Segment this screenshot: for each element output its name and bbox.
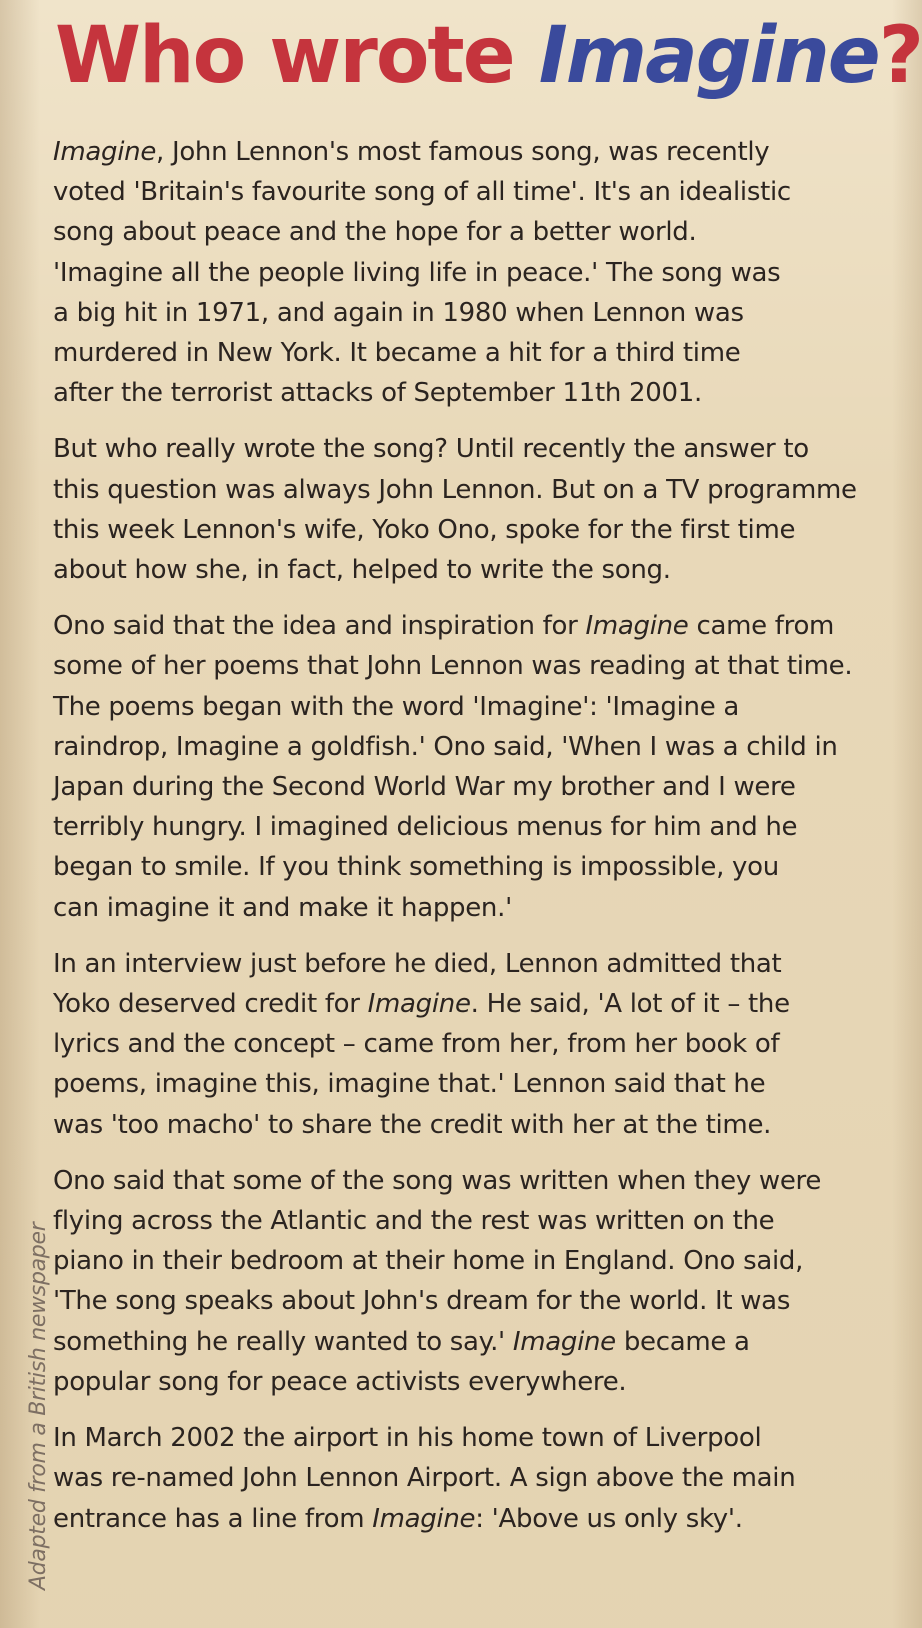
paragraph-text: : 'Above us only sky'. — [475, 1503, 743, 1534]
article-title — [55, 0, 922, 112]
paragraph-text: Ono said that the idea and inspiration for — [53, 611, 586, 642]
title-question-mark: ? — [878, 11, 922, 101]
paragraph-3 — [53, 606, 893, 928]
paragraph-text: But who really wrote the song? Until recently the answer to this question was always John Lennon. But on a TV programme this week Lennon's wife, Yoko Ono, spoke for the first time about how she, in fact, helped to write the song. — [53, 434, 857, 586]
paragraph-1 — [53, 132, 893, 413]
paragraph-text: became a popular song for peace activists everywhere. — [53, 1326, 750, 1397]
song-title-italic: Imagine — [512, 1326, 616, 1357]
paragraph-2 — [53, 429, 893, 590]
song-title-italic: Imagine — [53, 137, 157, 167]
paragraph-text: . He said, 'A lot of it – the lyrics and the concept – came from her, from her book of poems, imagine this, imagine that.' Lennon said that he was 'too macho' to share the credit with her at the time. — [53, 989, 790, 1140]
paragraph-text: Ono said that some of the song was written when they were flying across the Atlantic and the rest was written on the piano in their bedroom at their home in England. Ono said, 'The song speaks about John's dream for the world. It was something he really wanted to say.' — [53, 1165, 822, 1357]
source-credit: Adapted from a British newspaper — [26, 1222, 51, 1590]
song-title-italic: Imagine — [585, 611, 689, 642]
title-prefix: Who wrote — [55, 11, 539, 101]
paragraph-text: In March 2002 the airport in his home town of Liverpool was re-named John Lennon Airport. A sign above the main entrance has a line from — [53, 1423, 796, 1534]
paragraph-text: came from some of her poems that John Lennon was reading at that time. The poems began with the word 'Imagine': 'Imagine a raindrop, Imagine a goldfish.' Ono said, 'When I was a child in Japan during the Second World War my brother and I were terribly hungry. I imagined delicious menus for him and he began to smile. If you think something is impossible, you can imagine it and make it happen.' — [53, 611, 853, 923]
article-body — [53, 132, 893, 1555]
paragraph-text: , John Lennon's most famous song, was recently voted 'Britain's favourite song of all time'. It's an idealistic song about peace and the hope for a better world. 'Imagine all the people living life in peace.' The song was a big hit in 1971, and again in 1980 when Lennon was murdered in New York. It became a hit for a third time after the terrorist attacks of September 11th 2001. — [53, 137, 791, 409]
paragraph-5 — [53, 1161, 893, 1402]
title-song-name: Imagine — [538, 11, 879, 101]
song-title-italic: Imagine — [372, 1503, 476, 1534]
paragraph-4 — [53, 944, 893, 1145]
paragraph-text: In an interview just before he died, Lennon admitted that Yoko deserved credit for — [53, 948, 782, 1020]
song-title-italic: Imagine — [367, 989, 471, 1020]
paragraph-6 — [53, 1418, 893, 1539]
